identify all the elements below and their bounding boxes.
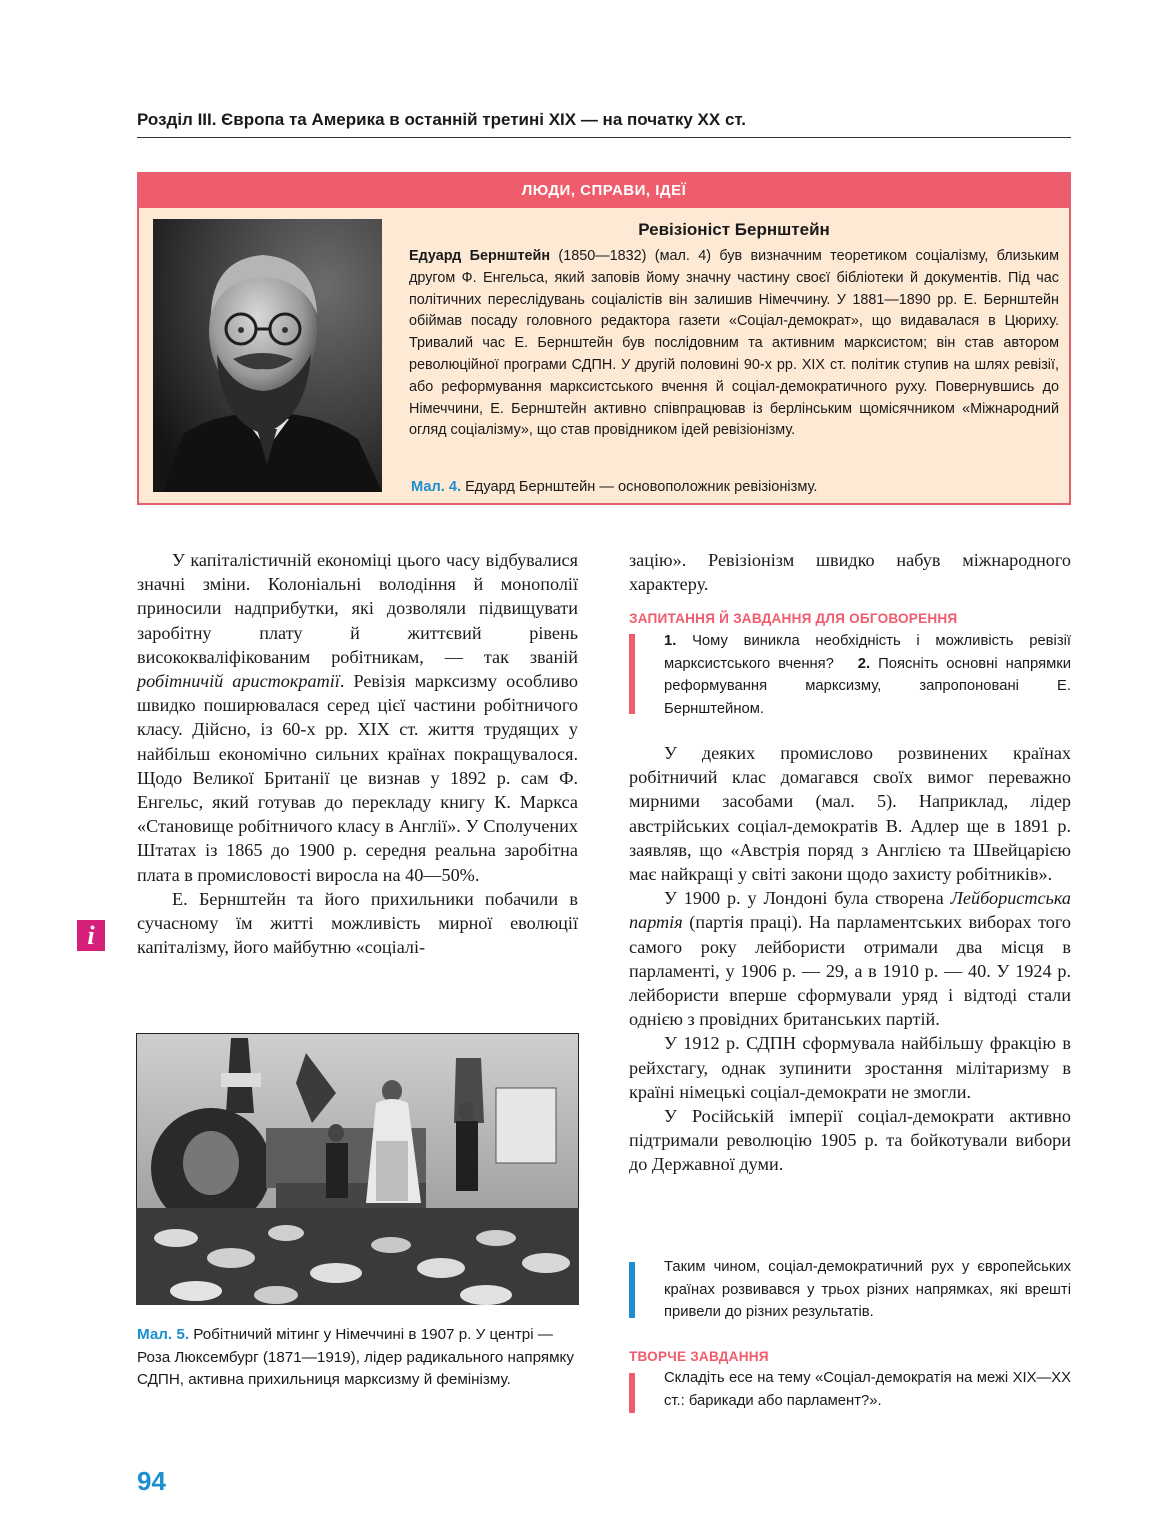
questions-text: [664, 630, 1071, 720]
paragraph-text: У 1900 р. у Лондоні була створена: [664, 888, 951, 909]
box-heading: Ревізіоніст Бернштейн: [638, 220, 830, 239]
italic-term: робітничій аристократії: [137, 671, 340, 692]
italic-term: Лейбористська партія: [629, 888, 1071, 933]
question-text: Чому виникла необхідність і можливість ревізії марксистського вчення?: [664, 633, 1071, 672]
bernstein-portrait-image: [153, 219, 382, 492]
paragraph: Е. Бернштейн та його прихильники побачили в сучасному їм житті можливість мирної еволюції капіталізму, його майбутню «соціалі-: [137, 888, 578, 958]
question-number: 2.: [857, 655, 871, 672]
paragraph: У деяких промислово розвинених країнах робітничий клас домагався своїх вимог переважно мирними засобами (мал. 5). Наприклад, лідер австрійських соціал-демократів В. Адлер ще в 1891 р. заявляв, що «Австрія поряд з Англією та Швейцарією має найкращі у світі закони щодо захисту робітників».: [629, 743, 1071, 885]
figure-5-caption: [137, 1324, 578, 1392]
paragraph-text: (партія праці). На парламентських виборах того самого року лейбористи отримали два місця в парламенті, у 1906 р. — 29, а в 1910 р. — 40. У 1924 р. лейбористи вперше сформували уряд і відтоді стали однією з провідних британських партій.: [629, 912, 1071, 1030]
figure-4-caption: [411, 479, 817, 495]
paragraph-text: У капіталістичній економіці цього часу відбувалися значні зміни. Колоніальні володіння й монополії приносили надприбутки, які дозволяли підвищувати заробітну плату й життєвий рівень висококваліфікованим робітникам, — так званій: [137, 550, 578, 667]
box-title: ЛЮДИ, СПРАВИ, ІДЕЇ: [139, 174, 1069, 208]
paragraph-continuation: зацію». Ревізіонізм швидко набув міжнародного характеру.: [629, 550, 1071, 595]
left-column: [137, 548, 578, 959]
header-divider: [137, 137, 1071, 138]
question-number: 1.: [664, 633, 677, 649]
creative-accent-bar: [629, 1373, 635, 1413]
figure-5-label: Мал. 5.: [137, 1326, 190, 1343]
questions-accent-bar: [629, 634, 635, 714]
chapter-header: Розділ ІІІ. Європа та Америка в останній третині ХІХ — на початку ХХ ст.: [137, 110, 746, 129]
figure-4-caption-text: Едуард Бернштейн — основоположник ревізіонізму.: [461, 479, 818, 495]
workers-rally-photo: [136, 1033, 579, 1305]
questions-heading: ЗАПИТАННЯ Й ЗАВДАННЯ ДЛЯ ОБГОВОРЕННЯ: [629, 611, 958, 626]
paragraph: [629, 886, 1071, 1031]
box-body-text: [409, 246, 1059, 442]
question-text: Поясніть основні напрямки реформування марксизму, запропоновані Е. Бернштейном.: [664, 655, 1071, 717]
creative-task-heading: ТВОРЧЕ ЗАВДАННЯ: [629, 1349, 769, 1364]
box-body-span: (1850—1832) (мал. 4) був визначним теоретиком соціалізму, близьким другом Ф. Енгельса, який заповів йому значну частину своєї бібліотеки й документів. Під час політичних переслідувань соціалістів він залишив Німеччину. У 1881—1890 рр. Е. Бернштейн обіймав посаду головного редактора газети «Соціал-демократ», що видавалася в Цюриху. Тривалий час Е. Бернштейн був послідовним та активним марксистом; він став автором революційної програми СДПН. У другій половині 90-х рр. ХІХ ст. політик ступив на шлях ревізії, або реформування марксистського вчення й соціал-демократичного руху. Повернувшись до Німеччини, Е. Бернштейн активно співпрацював із берлінським щомісячником «Міжнародний огляд соціалізму», що став провідником ідей ревізіонізму.: [409, 248, 1059, 439]
summary-text: Таким чином, соціал-демократичний рух у європейських країнах розвивався у трьох різних напрямках, які врешті привели до різних результатів.: [664, 1259, 1071, 1320]
person-name: Едуард Бернштейн: [409, 248, 551, 264]
creative-task-text: Складіть есе на тему «Соціал-демократія на межі ХІХ—ХХ ст.: барикади або парламент?».: [664, 1370, 1071, 1409]
figure-5-caption-text: Робітничий мітинг у Німеччині в 1907 р. У центрі — Роза Люксембург (1871—1919), лідер радикального напрямку СДПН, активна прихильниця марксизму й фемінізму.: [137, 1326, 574, 1388]
paragraph: У 1912 р. СДПН сформувала найбільшу фракцію в рейхстагу, однак зупинити зростання мілітаризму в країні німецькі соціал-демократи не змогли.: [629, 1033, 1071, 1102]
summary-accent-bar: [629, 1262, 635, 1318]
paragraph-text: . Ревізія марксизму особливо швидко поширювалася серед цієї частини робітничого класу. Дійсно, із 60-х рр. ХІХ ст. життя трудящих у найбільш економічно сильних країнах покращувалося. Щодо Великої Британії це визнав у 1892 р. сам Ф. Енгельс, який готував до перекладу книгу К. Маркса «Становище робітничого класу в Англії». У Сполучених Штатах із 1865 до 1900 р. середня реальна заробітна плата в промисловості виросла на 40—50%.: [137, 671, 579, 885]
right-column-body: [629, 741, 1071, 1177]
paragraph: [137, 548, 578, 887]
right-column-top: [629, 548, 1071, 596]
info-icon: i: [77, 920, 105, 951]
page-number: 94: [137, 1466, 166, 1496]
figure-4-label: Мал. 4.: [411, 479, 462, 495]
paragraph: У Російській імперії соціал-демократи активно підтримали революцію 1905 р. та бойкотували вибори до Державної думи.: [629, 1106, 1071, 1175]
people-ideas-box: [137, 172, 1071, 505]
